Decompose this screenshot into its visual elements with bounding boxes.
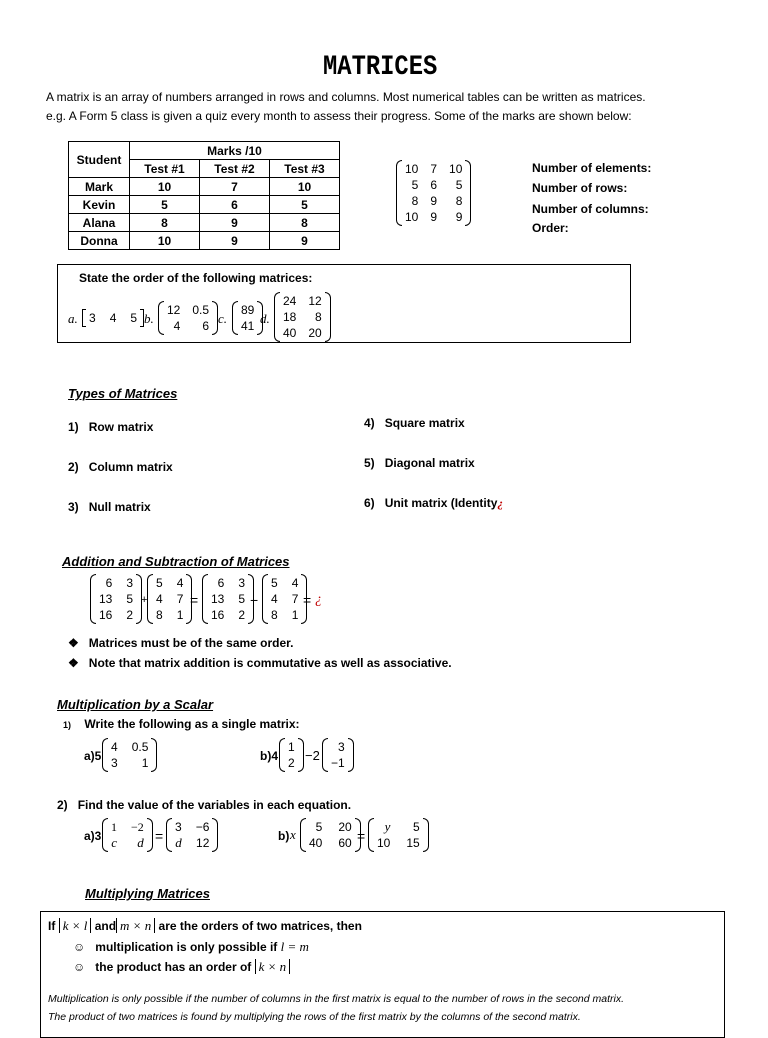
student-name: Mark: [69, 178, 130, 196]
matrix-cell: 20: [308, 326, 322, 340]
q1a-matrix: [102, 738, 157, 772]
addsub-matrix-2: [147, 574, 192, 624]
matrix-cell: y: [384, 819, 391, 834]
matrix-cell: 12: [167, 303, 181, 317]
label-d: d.: [260, 311, 270, 326]
type-item-2: [68, 460, 173, 474]
matrix-cell: 8: [411, 194, 419, 208]
matrix-cell: 16: [211, 608, 225, 622]
marks-header: Marks /10: [130, 142, 340, 160]
matrix-cell: 89: [241, 303, 255, 317]
matrix-cell: 40: [283, 326, 297, 340]
label-c: c.: [218, 311, 228, 326]
bullet-icon: ❖: [68, 656, 79, 670]
matrix-cell: 10: [405, 162, 419, 176]
matrix-cell: 5: [238, 592, 246, 606]
test-header: Test #3: [270, 160, 340, 178]
matrix-cell: 3: [175, 820, 182, 834]
q1b-matrix-1: [279, 738, 304, 772]
bullet-icon: ❖: [68, 636, 79, 650]
type-item-1: [68, 420, 153, 434]
matrix-cell: 1: [176, 608, 184, 622]
test-header: Test #2: [200, 160, 270, 178]
point-text: the product has an order of: [95, 960, 252, 974]
matrix-cell: 1: [291, 608, 299, 622]
matrix-cell: 16: [99, 608, 113, 622]
matrix-a: [82, 309, 144, 327]
matrix-cell: 10: [449, 162, 463, 176]
mark-cell: 10: [130, 178, 200, 196]
marks-matrix: [396, 160, 471, 226]
matrix-cell: 7: [291, 592, 299, 606]
matrix-cell: 6: [105, 576, 113, 590]
item-number: 4): [364, 416, 375, 430]
matrix-cell: 12: [308, 294, 322, 308]
matrix-cell: 4: [271, 592, 278, 606]
matrix-cell: 4: [176, 576, 184, 590]
if-text: If: [48, 919, 56, 933]
matrix-cell: 3: [89, 311, 96, 325]
matrix-cell: −1: [331, 756, 345, 770]
question-text: Find the value of the variables in each equation.: [77, 798, 352, 812]
scalar-question-2: [57, 798, 351, 812]
matrix-cell: 4: [111, 740, 118, 754]
plus-sign: +: [141, 594, 148, 606]
student-name: Kevin: [69, 196, 130, 214]
matrix-c: [232, 301, 263, 335]
smiley-icon: ☺: [73, 960, 86, 974]
student-name: Donna: [69, 232, 130, 250]
mark-cell: 6: [200, 196, 270, 214]
q2a-label: a)3: [84, 829, 102, 843]
matrix-cell: 8: [455, 194, 463, 208]
matrix-cell: 3: [111, 756, 118, 770]
matrix-cell: 8: [156, 608, 163, 622]
label-b: b.: [144, 311, 154, 326]
number-of-rows-label: Number of rows:: [532, 181, 628, 195]
matrix-cell: c: [111, 835, 117, 850]
matrix-cell: 6: [202, 319, 210, 333]
item-label: Null matrix: [88, 500, 151, 514]
type-item-4: [364, 416, 465, 430]
matrix-cell: 3: [338, 740, 345, 754]
matrix-cell: 9: [430, 194, 438, 208]
matrix-cell: 4: [156, 592, 163, 606]
equals-sign: =: [190, 592, 199, 608]
equals-sign: =: [155, 828, 164, 844]
equals-sign: =: [357, 828, 366, 844]
q1a-label: a)5: [84, 749, 102, 763]
type-item-6: [364, 496, 503, 511]
addsub-matrix-1: [90, 574, 142, 624]
label-a: a.: [68, 311, 78, 326]
order-prompt: State the order of the following matrices:: [79, 271, 313, 285]
matrix-cell: −6: [195, 820, 210, 834]
mark-cell: 5: [130, 196, 200, 214]
matrix-cell: 6: [217, 576, 225, 590]
product-order: k × n: [255, 959, 291, 974]
question-number: 1): [63, 720, 72, 730]
matrix-cell: 1: [111, 820, 117, 834]
mark-cell: 9: [270, 232, 340, 250]
multiply-heading: Multiplying Matrices: [85, 886, 210, 901]
result-glyph: ¿: [315, 592, 322, 607]
multiply-box: [40, 911, 725, 1038]
matrix-cell: 7: [176, 592, 184, 606]
item-number: 5): [364, 456, 375, 470]
q2b-x: x: [290, 827, 296, 842]
item-number: 6): [364, 496, 375, 510]
multiply-note-1: Multiplication is only possible if the number of columns in the first matrix is equal to the number of rows in the second matrix.: [48, 993, 625, 1005]
matrix-cell: −2: [131, 820, 144, 834]
mark-cell: 9: [200, 232, 270, 250]
multiply-point-1: [73, 939, 309, 955]
matrix-cell: 2: [126, 608, 134, 622]
item-label: Diagonal matrix: [384, 456, 475, 470]
matrix-cell: 24: [283, 294, 297, 308]
order-question-box: [57, 264, 631, 343]
q2b-matrix-2: [368, 818, 429, 852]
marks-table: [68, 141, 340, 250]
bullet-text: Matrices must be of the same order.: [88, 636, 294, 650]
matrix-cell: 2: [238, 608, 246, 622]
matrix-cell: 5: [315, 820, 323, 834]
q2b-label: b): [278, 829, 290, 843]
table-row: [69, 178, 340, 196]
multiply-note-2: The product of two matrices is found by multiplying the rows of the first matrix by the columns of the second matrix.: [48, 1011, 581, 1023]
matrix-cell: 12: [196, 836, 210, 850]
q2a-matrix-2: [166, 818, 218, 852]
scalar-question-1: [63, 717, 300, 731]
intro-line-2: e.g. A Form 5 class is given a quiz every month to assess their progress. Some of the marks are shown below:: [46, 109, 632, 123]
matrix-d: [274, 292, 331, 342]
mark-cell: 8: [270, 214, 340, 232]
matrix-cell: 7: [430, 162, 438, 176]
matrix-cell: 9: [430, 210, 438, 224]
matrix-cell: 4: [173, 319, 181, 333]
matrix-cell: 1: [141, 756, 149, 770]
matrix-cell: 4: [109, 311, 117, 325]
matrix-cell: 13: [99, 592, 113, 606]
mark-cell: 8: [130, 214, 200, 232]
identity-glyph: ¿: [497, 496, 504, 510]
matrix-cell: 10: [405, 210, 419, 224]
addsub-bullet-1: [68, 636, 294, 650]
minus-sign: −: [250, 592, 259, 608]
q1b-label: b)4: [260, 749, 278, 763]
mark-cell: 7: [200, 178, 270, 196]
matrix-cell: 5: [156, 576, 163, 590]
addsub-matrix-4: [262, 574, 307, 624]
test-header: Test #1: [130, 160, 200, 178]
q2b-matrix-1: [300, 818, 361, 852]
equals-sign: =: [303, 592, 312, 608]
matrix-cell: 4: [291, 576, 299, 590]
matrix-cell: 8: [315, 310, 322, 324]
mark-cell: 10: [130, 232, 200, 250]
matrix-cell: 5: [411, 178, 419, 192]
number-of-columns-label: Number of columns:: [532, 202, 649, 216]
item-label: Square matrix: [384, 416, 465, 430]
number-of-elements-label: Number of elements:: [532, 161, 652, 175]
matrix-cell: 5: [126, 592, 134, 606]
order-label: Order:: [532, 221, 569, 235]
matrix-cell: 3: [238, 576, 246, 590]
addsub-heading: Addition and Subtraction of Matrices: [62, 554, 290, 569]
orders-text: are the orders of two matrices, then: [158, 919, 362, 933]
type-item-5: [364, 456, 475, 470]
matrix-cell: 10: [377, 836, 391, 850]
intro-line-1: A matrix is an array of numbers arranged in rows and columns. Most numerical tables can be written as matrices.: [46, 90, 646, 104]
matrix-cell: 0.5: [131, 740, 149, 754]
scalar-heading: Multiplication by a Scalar: [57, 697, 214, 712]
matrix-cell: 60: [338, 836, 352, 850]
student-name: Alana: [69, 214, 130, 232]
multiply-intro: [48, 918, 362, 934]
multiply-point-2: [73, 959, 290, 975]
matrix-cell: 9: [455, 210, 463, 224]
minus-two: −2: [305, 748, 320, 763]
matrix-cell: 3: [126, 576, 134, 590]
matrix-cell: 18: [283, 310, 297, 324]
matrix-cell: 5: [130, 311, 138, 325]
item-number: 1): [68, 420, 79, 434]
student-header: Student: [69, 142, 130, 178]
matrix-cell: 41: [241, 319, 255, 333]
mark-cell: 9: [200, 214, 270, 232]
matrix-cell: 6: [430, 178, 438, 192]
order-1: k × l: [59, 918, 92, 933]
mark-cell: 10: [270, 178, 340, 196]
page-title: MATRICES: [323, 52, 438, 83]
smiley-icon: ☺: [73, 940, 86, 954]
addsub-matrix-3: [202, 574, 254, 624]
question-text: Write the following as a single matrix:: [84, 717, 300, 731]
and-text: and: [94, 919, 117, 933]
type-item-3: [68, 500, 151, 514]
matrix-cell: 20: [338, 820, 352, 834]
matrix-cell: d: [175, 835, 182, 850]
matrix-cell: 5: [271, 576, 278, 590]
table-row: [69, 214, 340, 232]
matrix-cell: 5: [413, 820, 420, 834]
matrix-cell: 15: [406, 836, 420, 850]
mark-cell: 5: [270, 196, 340, 214]
table-row: [69, 232, 340, 250]
bullet-text: Note that matrix addition is commutative as well as associative.: [88, 656, 452, 670]
matrix-cell: 0.5: [192, 303, 210, 317]
types-heading: Types of Matrices: [68, 386, 178, 401]
item-number: 2): [68, 460, 79, 474]
matrix-cell: d: [137, 835, 144, 850]
matrix-cell: 13: [211, 592, 225, 606]
matrix-cell: 1: [288, 740, 295, 754]
addsub-bullet-2: [68, 656, 452, 670]
question-number: 2): [57, 798, 68, 812]
order-2: m × n: [116, 918, 155, 933]
matrix-cell: 5: [455, 178, 463, 192]
matrix-cell: 2: [288, 756, 295, 770]
matrix-b: [158, 301, 218, 335]
matrix-cell: 40: [309, 836, 323, 850]
q1b-matrix-2: [322, 738, 354, 772]
item-label: Column matrix: [88, 460, 173, 474]
point-equation: l = m: [280, 939, 309, 954]
item-label: Row matrix: [88, 420, 154, 434]
point-text: multiplication is only possible if: [95, 940, 278, 954]
item-number: 3): [68, 500, 79, 514]
table-row: [69, 196, 340, 214]
item-label: Unit matrix (Identity: [384, 496, 498, 510]
q2a-matrix-1: [102, 818, 153, 852]
matrix-cell: 8: [271, 608, 278, 622]
